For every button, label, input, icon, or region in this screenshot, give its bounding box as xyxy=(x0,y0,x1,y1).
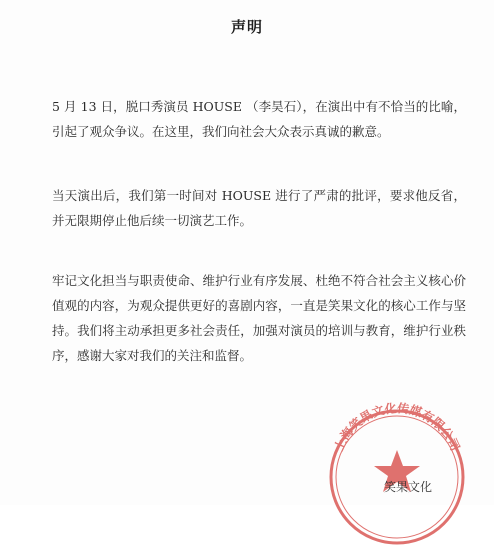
seal-text: 上海笑果文化传媒有限公司 xyxy=(331,402,463,454)
company-seal xyxy=(322,402,472,552)
paragraph-1: 5 月 13 日，脱口秀演员 HOUSE （李昊石），在演出中有不恰当的比喻，引起了观众争议。在这里，我们向社会大众表示真诚的歉意。 xyxy=(52,99,466,139)
paragraph-2: 当天演出后，我们第一时间对 HOUSE 进行了严肃的批评，要求他反省，并无限期停止他后续一切演艺工作。 xyxy=(52,188,466,228)
document-title: 声明 xyxy=(230,18,263,36)
company-seal-icon xyxy=(322,402,472,552)
paragraph-3: 牢记文化担当与职责使命、维护行业有序发展、杜绝不符合社会主义核心价值观的内容，为观众提供更好的喜剧内容，一直是笑果文化的核心工作与坚持。我们将主动承担更多社会责任，加强对演员的培训与教育，维护行业秩序，感谢大家对我们的关注和监督。 xyxy=(52,273,466,363)
signature: 笑果文化 xyxy=(384,480,433,494)
